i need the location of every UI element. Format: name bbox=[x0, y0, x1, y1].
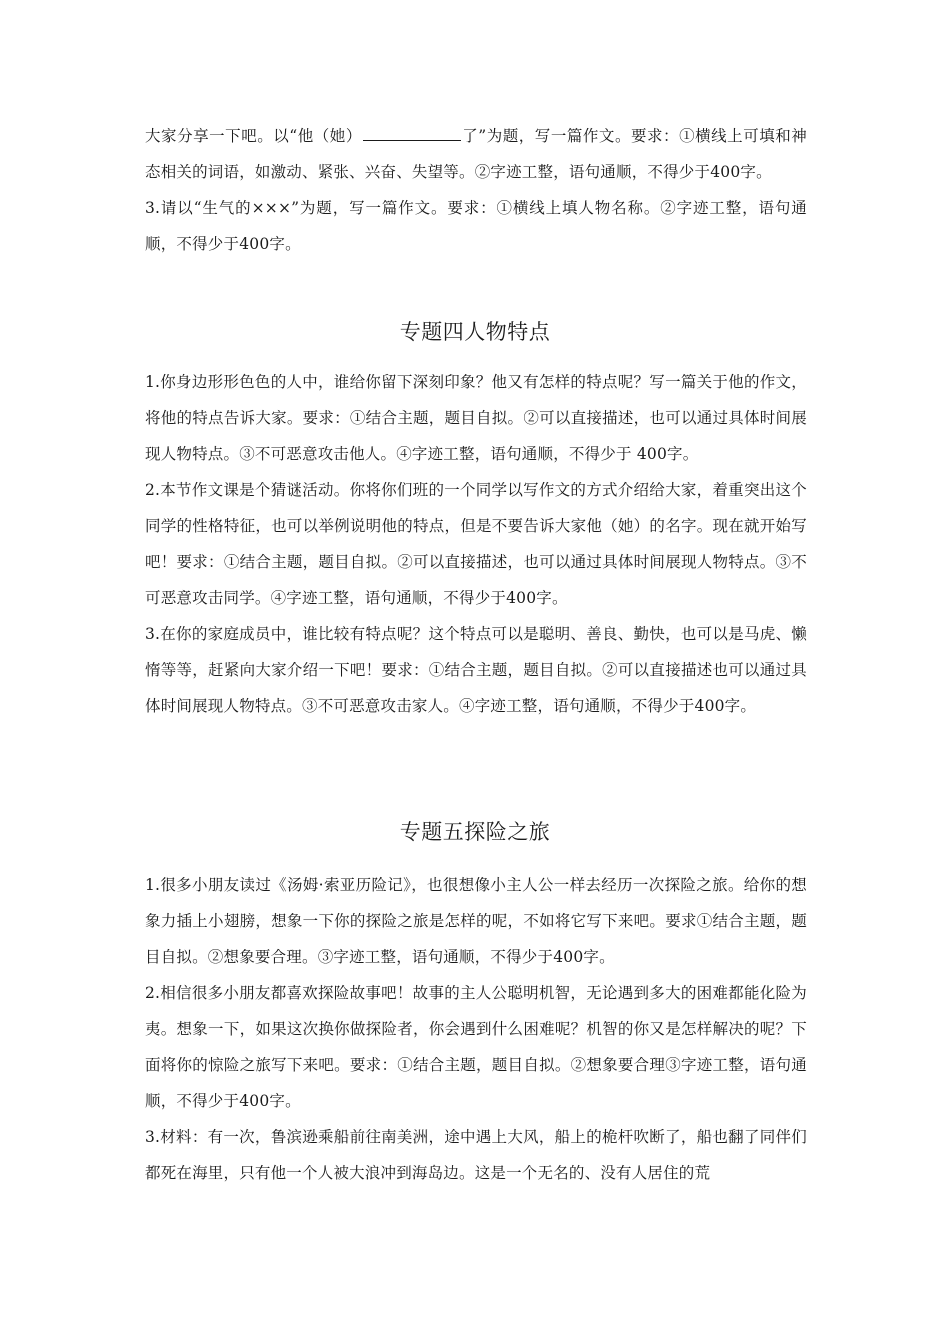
section4-item-1: 1.你身边形形色色的人中，谁给你留下深刻印象？他又有怎样的特点呢？写一篇关于他的作文，将他的特点告诉大家。要求：①结合主题，题目自拟。②可以直接描述，也可以通过具体时间展现人物特点。③不可恶意攻击他人。④字迹工整，语句通顺，不得少于 400字。 bbox=[145, 373, 807, 463]
item-text-after-blank: 了”为题，写一篇作文。要求：①横线上可填和神态相关的词语，如激动、紧张、兴奋、失望等。②字迹工整，语句通顺，不得少于400字。 bbox=[145, 127, 807, 181]
section4-item-3: 3.在你的家庭成员中，谁比较有特点呢？这个特点可以是聪明、善良、勤快，也可以是马虎、懒惰等等，赶紧向大家介绍一下吧！要求：①结合主题，题目自拟。②可以直接描述也可以通过具体时间展现人物特点。③不可恶意攻击家人。④字迹工整，语句通顺，不得少于400字。 bbox=[145, 625, 807, 715]
section4-title: 专题四人物特点 bbox=[399, 320, 551, 344]
section3-item-3: 3.请以“生气的×××”为题，写一篇作文。要求：①横线上填人物名称。②字迹工整，语句通顺，不得少于400字。 bbox=[145, 199, 807, 253]
section5-title: 专题五探险之旅 bbox=[399, 820, 551, 844]
section5-item-2: 2.相信很多小朋友都喜欢探险故事吧！故事的主人公聪明机智，无论遇到多大的困难都能化险为夷。想象一下，如果这次换你做探险者，你会遇到什么困难呢？机智的你又是怎样解决的呢？下面将你的惊险之旅写下来吧。要求：①结合主题，题目自拟。②想象要合理③字迹工整，语句通顺，不得少于400字。 bbox=[145, 984, 807, 1110]
section3-continued bbox=[145, 118, 807, 262]
section4-items bbox=[145, 364, 807, 724]
section5-item-1: 1.很多小朋友读过《汤姆·索亚历险记》，也很想像小主人公一样去经历一次探险之旅。给你的想象力插上小翅膀，想象一下你的探险之旅是怎样的呢，不如将它写下来吧。要求①结合主题，题目自拟。②想象要合理。③字迹工整，语句通顺，不得少于400字。 bbox=[145, 876, 807, 966]
section5-items bbox=[145, 867, 807, 1191]
section3-item-2-continued bbox=[145, 118, 807, 190]
section5-item-3: 3.材料：有一次，鲁滨逊乘船前往南美洲，途中遇上大风，船上的桅杆吹断了，船也翻了同伴们都死在海里，只有他一个人被大浪冲到海岛边。这是一个无名的、没有人居住的荒 bbox=[145, 1128, 807, 1182]
item-text-before-blank: 大家分享一下吧。以“他（她） bbox=[145, 127, 362, 145]
section4-item-2: 2.本节作文课是个猜谜活动。你将你们班的一个同学以写作文的方式介绍给大家，着重突出这个同学的性格特征，也可以举例说明他的特点，但是不要告诉大家他（她）的名字。现在就开始写吧！要求：①结合主题，题目自拟。②可以直接描述，也可以通过具体时间展现人物特点。③不可恶意攻击同学。④字迹工整，语句通顺，不得少于400字。 bbox=[145, 481, 807, 607]
fill-in-blank-line bbox=[363, 124, 461, 141]
